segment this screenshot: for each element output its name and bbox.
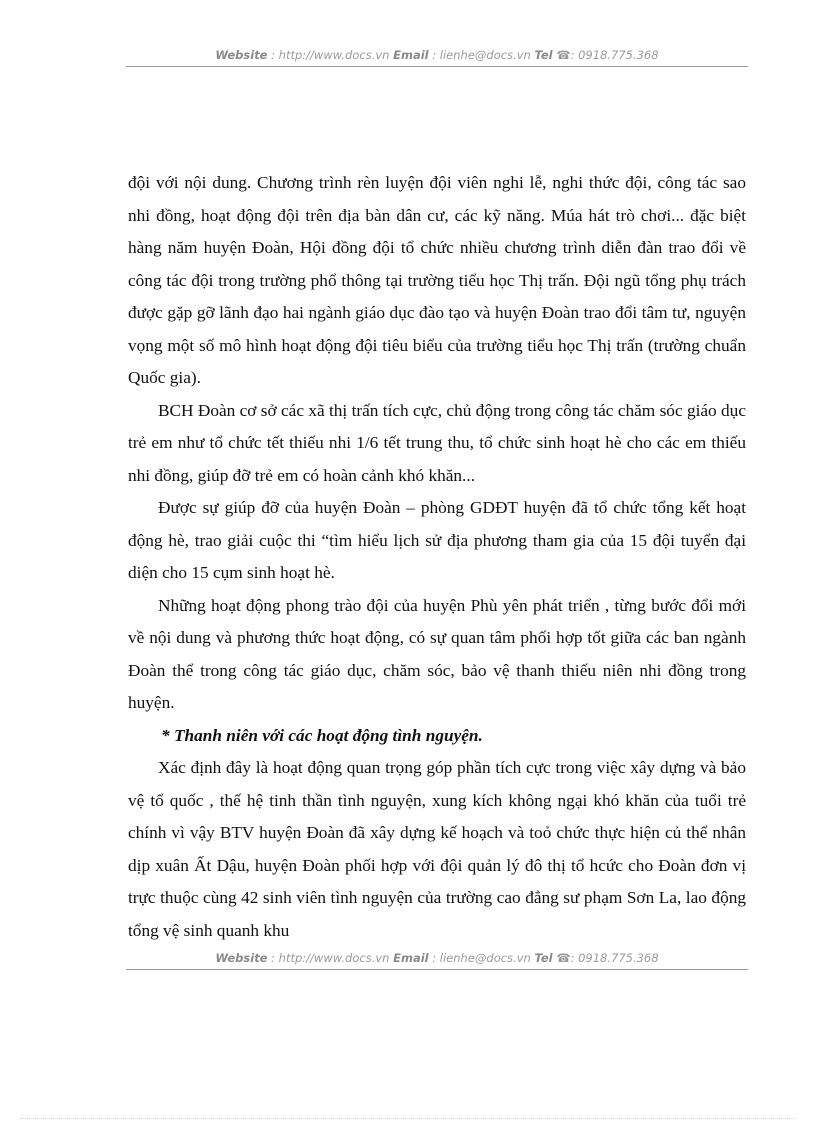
paragraph-5: Xác định đây là hoạt động quan trọng góp phần tích cực trong việc xây dựng và bảo vệ tổ quốc , thế hệ tinh thần tình nguyện, xung kích không ngại khó khăn của tuổi trẻ chính vì vậy BTV huyện Đoàn đã xây dựng kế hoạch và toỏ chức thực hiện củ thể nhân dịp xuân Ất Dậu, huyện Đoàn phối hợp với đội quản lý đô thị tổ hcức cho Đoàn đơn vị trực thuộc cùng 42 sinh viên tình nguyện của trường cao đẳng sư phạm Sơn La, lao động tổng vệ sinh quanh khu: [128, 758, 746, 940]
page-edge-divider: [20, 1118, 796, 1119]
footer-tel-value: : 0918.775.368: [570, 951, 659, 965]
footer-website-label: Website: [215, 951, 268, 965]
footer-website-value: : http://www.docs.vn: [267, 951, 394, 965]
header-tel-value: : 0918.775.368: [570, 48, 659, 62]
paragraph-1: đội với nội dung. Chương trình rèn luyện đội viên nghi lễ, nghi thức đội, công tác sao nhi đồng, hoạt động đội trên địa bàn dân cư, các kỹ năng. Múa hát trò chơi... đặc biệt hàng năm huyện Đoàn, Hội đồng đội tổ chức nhiều chương trình diễn đàn trao đổi về công tác đội trong trường phổ thông tại trường tiểu học Thị trấn. Đội ngũ tổng phụ trách được gặp gỡ lãnh đạo hai ngành giáo dục đào tạo và huyện Đoàn trao đổi tâm tư, nguyện vọng một số mô hình hoạt động đội tiêu biểu của trường tiểu học Thị trấn (trường chuẩn Quốc gia).: [128, 173, 746, 387]
header-website-label: Website: [215, 48, 268, 62]
header-email-label: Email: [393, 48, 429, 62]
phone-icon: ☎: [556, 951, 571, 965]
document-body: [128, 167, 746, 947]
paragraph-2: BCH Đoàn cơ sở các xã thị trấn tích cực, chủ động trong công tác chăm sóc giáo dục trẻ em như tổ chức tết thiếu nhi 1/6 tết trung thu, tổ chức sinh hoạt hè cho các em thiếu nhi đồng, giúp đỡ trẻ em có hoàn cảnh khó khăn...: [128, 400, 746, 485]
paragraph-4: Những hoạt động phong trào đội của huyện Phù yên phát triển , từng bước đổi mới về nội dung và phương thức hoạt động, có sự quan tâm phối hợp tốt giữa các ban ngành Đoàn thể trong công tác giáo dục, chăm sóc, bảo vệ thanh thiếu niên nhi đồng trong huyện.: [128, 595, 746, 712]
header-rule: [126, 66, 748, 67]
header-tel-label: Tel: [534, 48, 553, 62]
page-footer: [126, 951, 748, 965]
paragraph-3: Được sự giúp đỡ của huyện Đoàn – phòng GDĐT huyện đã tổ chức tổng kết hoạt động hè, trao giải cuộc thi “tìm hiểu lịch sử địa phương tham gia của 15 đội tuyển đại diện cho 15 cụm sinh hoạt hè.: [128, 498, 746, 582]
footer-email-value: : lienhe@docs.vn: [428, 951, 535, 965]
page-header: [126, 48, 748, 62]
header-email-value: : lienhe@docs.vn: [428, 48, 535, 62]
phone-icon: ☎: [556, 48, 571, 62]
footer-rule: [126, 969, 748, 970]
footer-tel-label: Tel: [534, 951, 553, 965]
section-heading: * Thanh niên với các hoạt động tình nguyện.: [161, 725, 483, 745]
header-website-value: : http://www.docs.vn: [267, 48, 394, 62]
footer-email-label: Email: [393, 951, 429, 965]
